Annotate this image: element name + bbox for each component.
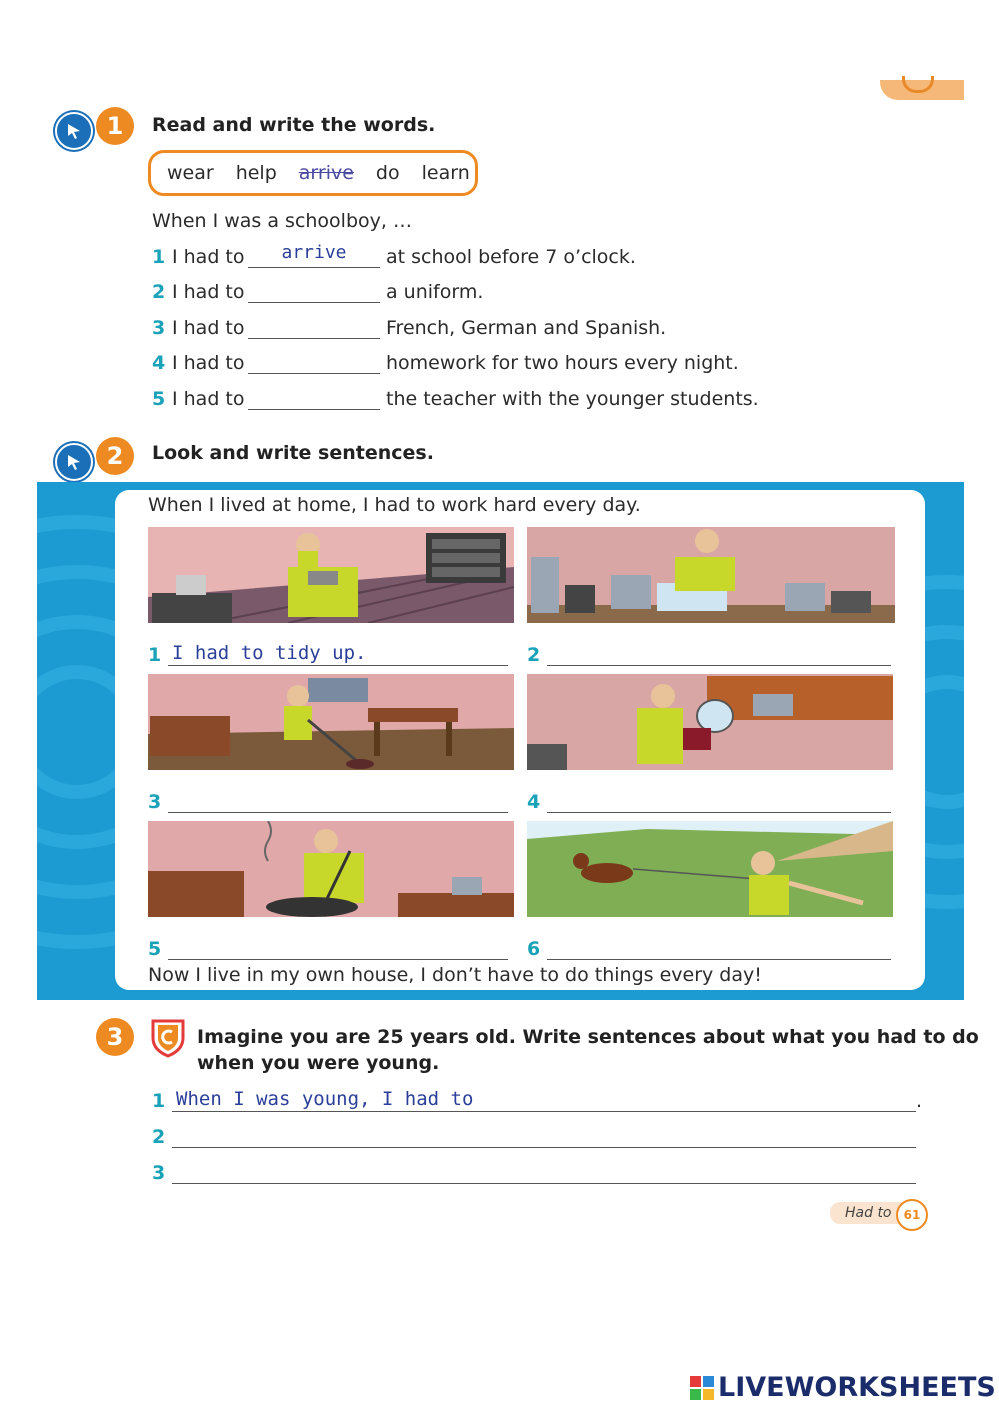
ex3-answer-row — [152, 1086, 922, 1112]
item-number: 5 — [148, 938, 162, 960]
answer-input[interactable] — [248, 274, 380, 303]
exercise-3-heading-line1: Imagine you are 25 years old. Write sentences about what you had to do — [197, 1026, 979, 1048]
ex1-item — [152, 342, 739, 374]
exercise-2-outro: Now I live in my own house, I don’t have to do things every day! — [148, 964, 762, 986]
item-lead: I had to — [172, 281, 245, 303]
illustration-wash-dishes — [527, 527, 895, 623]
illustration-dry-dishes — [527, 674, 893, 770]
answer-input[interactable] — [168, 935, 508, 960]
item-number: 4 — [527, 791, 541, 813]
ex3-answer-row — [152, 1158, 916, 1184]
sentence-end-mark: . — [916, 1090, 923, 1112]
item-number: 6 — [527, 938, 541, 960]
answer-input[interactable] — [248, 310, 380, 339]
item-number: 1 — [152, 246, 166, 268]
item-number: 2 — [152, 281, 166, 303]
item-number: 2 — [527, 644, 541, 666]
item-number: 4 — [152, 352, 166, 374]
word-wear: wear — [167, 162, 214, 184]
item-number: 2 — [152, 1126, 166, 1148]
page-number: 61 — [896, 1199, 928, 1231]
ex1-item — [152, 271, 483, 303]
item-rest: homework for two hours every night. — [386, 352, 739, 374]
answer-input[interactable] — [547, 935, 891, 960]
exercise-1-intro: When I was a schoolboy, … — [152, 210, 412, 232]
answer-input[interactable] — [168, 788, 508, 813]
item-rest: a uniform. — [386, 281, 484, 303]
answer-input[interactable]: arrive — [248, 239, 380, 268]
corner-tab-decoration — [880, 80, 964, 100]
exercise-1-number: 1 — [96, 107, 134, 145]
ex2-answer-row — [148, 787, 508, 813]
ex2-answer-row — [148, 640, 508, 666]
item-number: 3 — [152, 1162, 166, 1184]
item-lead: I had to — [172, 352, 245, 374]
item-rest: the teacher with the younger students. — [386, 388, 759, 410]
word-arrive-crossed: arrive — [298, 162, 354, 184]
ex2-answer-row — [527, 640, 891, 666]
answer-input[interactable] — [172, 1123, 916, 1148]
item-number: 5 — [152, 388, 166, 410]
answer-input[interactable]: I had to tidy up. — [168, 641, 508, 666]
item-number: 3 — [152, 317, 166, 339]
exercise-2-heading: Look and write sentences. — [152, 442, 434, 464]
brand-name: LIVEWORKSHEETS — [718, 1372, 996, 1403]
ex2-answer-row — [527, 934, 891, 960]
item-rest: French, German and Spanish. — [386, 317, 667, 339]
word-do: do — [375, 162, 400, 184]
footer-label: Had to — [845, 1205, 892, 1221]
exercise-3-heading-line2: when you were young. — [197, 1052, 440, 1074]
ex1-item — [152, 236, 636, 268]
answer-input[interactable]: When I was young, I had to — [172, 1087, 916, 1112]
exercise-2-intro: When I lived at home, I had to work hard every day. — [148, 494, 641, 516]
answer-input[interactable] — [547, 788, 891, 813]
illustration-mop-floor — [148, 674, 514, 770]
exercise-2-number: 2 — [96, 437, 134, 475]
ex3-answer-row — [152, 1122, 916, 1148]
ex2-answer-row — [527, 787, 891, 813]
liveworksheets-logo — [690, 1372, 996, 1403]
liveworksheets-icon — [690, 1376, 714, 1400]
item-lead: I had to — [172, 317, 245, 339]
cursor-icon — [55, 443, 93, 481]
item-lead: I had to — [172, 388, 245, 410]
word-help: help — [235, 162, 277, 184]
cursor-icon — [55, 112, 93, 150]
item-number: 1 — [148, 644, 162, 666]
answer-input[interactable] — [172, 1159, 916, 1184]
word-box — [148, 150, 478, 196]
exercise-1-heading: Read and write the words. — [152, 114, 436, 136]
illustration-walk-dog — [527, 821, 893, 917]
ex1-item — [152, 307, 666, 339]
item-number: 3 — [148, 791, 162, 813]
illustration-cook — [148, 821, 514, 917]
word-learn: learn — [421, 162, 470, 184]
answer-input[interactable] — [547, 641, 891, 666]
item-lead: I had to — [172, 246, 245, 268]
illustration-tidy-up — [148, 527, 514, 623]
exercise-3-number: 3 — [96, 1018, 134, 1056]
shield-icon — [150, 1018, 186, 1058]
answer-input[interactable] — [248, 345, 380, 374]
answer-input[interactable] — [248, 381, 380, 410]
item-rest: at school before 7 o’clock. — [386, 246, 636, 268]
item-number: 1 — [152, 1090, 166, 1112]
ex1-item — [152, 378, 759, 410]
ex2-answer-row — [148, 934, 508, 960]
